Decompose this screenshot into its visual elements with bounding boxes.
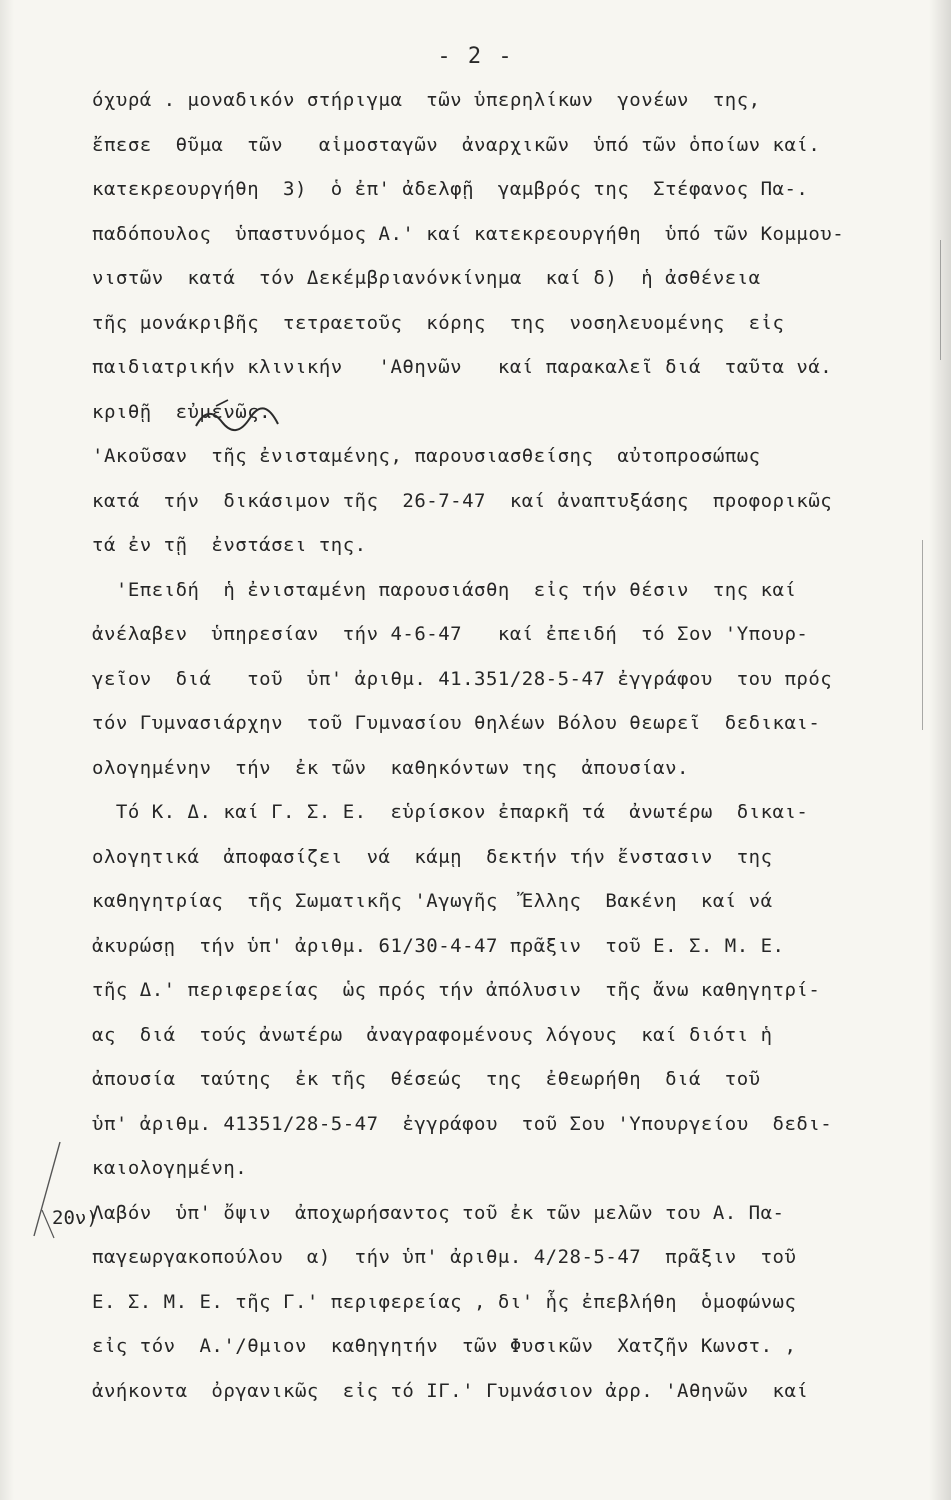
text-line: ἀνήκοντα ὀργανικῶς εἰς τό ΙΓ.' Γυμνάσιον ἀρρ. 'Αθηνῶν καί — [92, 1379, 809, 1402]
text-line: ἔπεσε θῦμα τῶν αἱμοσταγῶν ἀναρχικῶν ὑπό τῶν ὁποίων καί. — [92, 133, 821, 156]
text-line: τῆς μονάκριβῆς τετραετοῦς κόρης της νοσηλευομένης εἰς — [92, 311, 785, 334]
page-number: - 2 - — [437, 44, 514, 69]
text-line: ολογημένην τήν ἐκ τῶν καθηκόντων της ἀπουσίαν. — [92, 756, 689, 779]
text-line: κατεκρεουργήθη 3) ὁ ἐπ' ἀδελφῇ γαμβρός της Στέφανος Πα-. — [92, 178, 809, 200]
text-line: ὑπ' ἀριθμ. 41351/28-5-47 ἐγγράφου τοῦ Σου 'Υπουργείου δεδι- — [92, 1112, 833, 1135]
page-right-shadow — [929, 0, 951, 1500]
text-line: Λαβόν ὑπ' ὄψιν ἀποχωρήσαντος τοῦ ἐκ τῶν μελῶν του Α. Πα- — [92, 1201, 785, 1224]
text-line: παδόπουλος ὑπαστυνόμος Α.' καί κατεκρεουργήθη ὑπό τῶν Κομμου- — [92, 222, 845, 245]
text-line: τῆς Δ.' περιφερείας ὡς πρός τήν ἀπόλυσιν τῆς ἄνω καθηγητρί- — [92, 979, 821, 1001]
text-line: νιστῶν κατά τόν Δεκέμβριανόνκίνημα καί δ) ἡ ἀσθένεια — [92, 267, 761, 289]
text-line: όχυρά . μοναδικόν στήριγμα τῶν ὑπερηλίκων γονέων της, — [92, 89, 761, 111]
margin-pencil-mark — [20, 1140, 80, 1240]
text-line: ας διά τούς ἀνωτέρω ἀναγραφομένους λόγους καί διότι ἡ — [92, 1023, 773, 1046]
text-line: κριθῇ εὐμενῶς. — [92, 400, 272, 423]
text-line: εἰς τόν Α.'/θμιον καθηγητήν τῶν Φυσικῶν Χατζῆν Κωνστ. , — [92, 1335, 797, 1357]
text-line: παιδιατρικήν κλινικήν 'Αθηνῶν καί παρακαλεῖ διά ταῦτα νά. — [92, 356, 833, 378]
text-line: Τό Κ. Δ. καί Γ. Σ. Ε. εὑρίσκον ἐπαρκῆ τά ἀνωτέρω δικαι- — [92, 801, 809, 823]
text-line: τόν Γυμνασιάρχην τοῦ Γυμνασίου θηλέων Βόλου θεωρεῖ δεδικαι- — [92, 712, 821, 734]
text-line: καιολογημένη. — [92, 1157, 248, 1179]
text-line: παγεωργακοπούλου α) τήν ὑπ' ἀριθμ. 4/28-5-47 πρᾶξιν τοῦ — [92, 1246, 797, 1268]
text-line: κατά τήν δικάσιμον τῆς 26-7-47 καί ἀναπτυξάσης προφορικῶς — [92, 489, 833, 512]
handwritten-correction — [188, 398, 288, 438]
text-line: ἀνέλαβεν ὑπηρεσίαν τήν 4-6-47 καί ἐπειδή τό Σον 'Υπουρ- — [92, 623, 809, 645]
text-line: 'Ακοῦσαν τῆς ἐνισταμένης, παρουσιασθείσης αὐτοπροσώπως — [92, 445, 761, 467]
text-line: Ε. Σ. Μ. Ε. τῆς Γ.' περιφερείας , δι' ἧς ἐπεβλήθη ὁμοφώνως — [92, 1290, 797, 1313]
text-line: ολογητικά ἀποφασίζει νά κάμῃ δεκτήν τήν ἔνστασιν της — [92, 845, 773, 868]
typewritten-body — [92, 78, 932, 1413]
text-line: ἀκυρώσῃ τήν ὑπ' ἀριθμ. 61/30-4-47 πρᾶξιν τοῦ Ε. Σ. Μ. Ε. — [92, 934, 785, 957]
marginal-item-number: 20ν) — [52, 1207, 98, 1229]
margin-rule — [940, 240, 941, 360]
page-left-shadow — [0, 0, 14, 1500]
text-line: καθηγητρίας τῆς Σωματικῆς 'Αγωγῆς Ἔλλης Βακένη καί νά — [92, 890, 773, 912]
text-line: 'Επειδή ἡ ἐνισταμένη παρουσιάσθη εἰς τήν θέσιν της καί — [92, 578, 797, 601]
text-line: γεῖον διά τοῦ ὑπ' ἀριθμ. 41.351/28-5-47 ἐγγράφου του πρός — [92, 667, 833, 690]
text-line: ἀπουσία ταύτης ἐκ τῆς θέσεώς της ἐθεωρήθη διά τοῦ — [92, 1068, 761, 1090]
text-line: τά ἐν τῇ ἐνστάσει της. — [92, 534, 367, 556]
